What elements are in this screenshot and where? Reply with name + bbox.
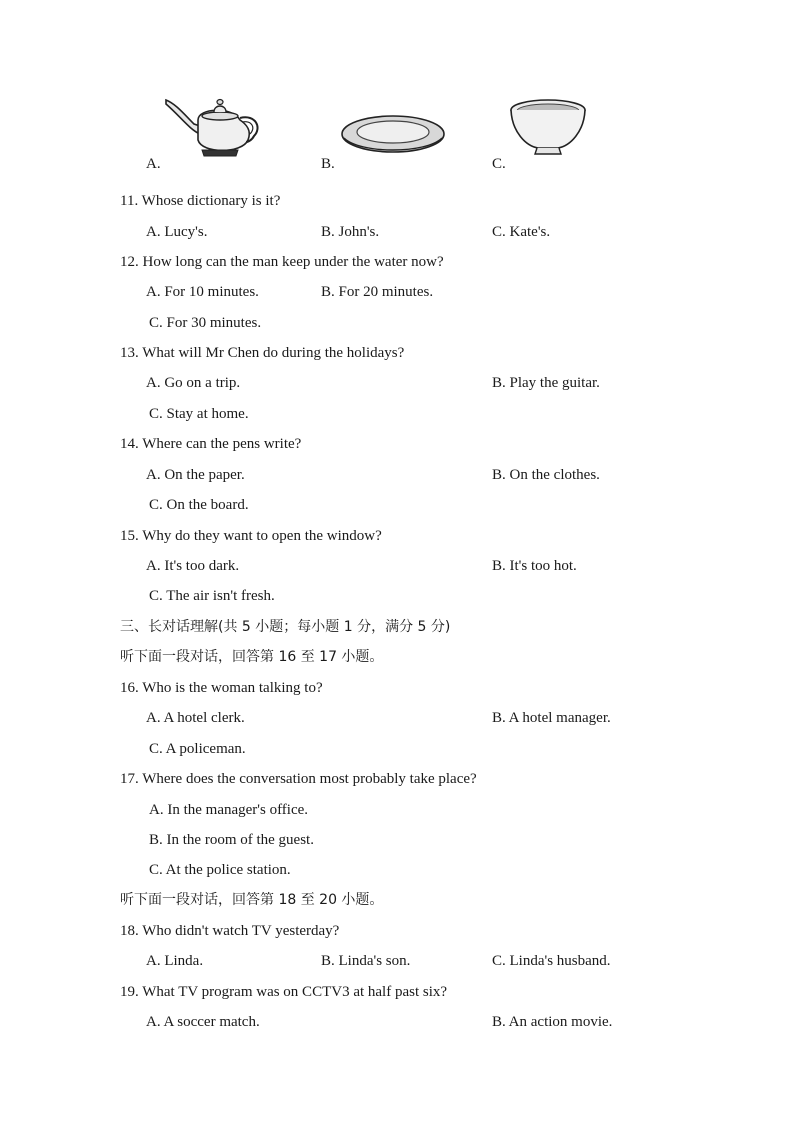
section-instruction: 听下面一段对话，回答第 18 至 20 小题。 — [120, 892, 384, 908]
question-18: 18. Who didn't watch TV yesterday? — [120, 923, 340, 939]
question-16: 16. Who is the woman talking to? — [120, 680, 323, 696]
q15-option-a: A. It's too dark. — [146, 558, 240, 574]
q17-option-b: B. In the room of the guest. — [149, 832, 314, 848]
picture-c-label: C. — [492, 156, 506, 172]
picture-a-label: A. — [146, 156, 161, 172]
q11-option-c: C. Kate's. — [492, 224, 551, 240]
question-15: 15. Why do they want to open the window? — [120, 528, 382, 544]
q19-option-b: B. An action movie. — [492, 1014, 613, 1030]
q11-option-b: B. John's. — [321, 224, 380, 240]
q14-option-c: C. On the board. — [149, 497, 249, 513]
teapot-icon — [162, 94, 264, 160]
q19-option-a: A. A soccer match. — [146, 1014, 260, 1030]
section-3-title: 三、长对话理解(共 5 小题；每小题 1 分，满分 5 分) — [120, 619, 451, 635]
question-17: 17. Where does the conversation most probably take place? — [120, 771, 477, 787]
q16-option-c: C. A policeman. — [149, 741, 246, 757]
q18-option-b: B. Linda's son. — [321, 953, 411, 969]
bowl-icon — [508, 98, 588, 158]
section-instruction: 听下面一段对话，回答第 16 至 17 小题。 — [120, 649, 384, 665]
q14-option-b: B. On the clothes. — [492, 467, 600, 483]
q12-option-b: B. For 20 minutes. — [321, 284, 434, 300]
q13-option-c: C. Stay at home. — [149, 406, 249, 422]
question-12: 12. How long can the man keep under the water now? — [120, 254, 444, 270]
question-11: 11. Whose dictionary is it? — [120, 193, 281, 209]
q16-option-a: A. A hotel clerk. — [146, 710, 245, 726]
q12-option-c: C. For 30 minutes. — [149, 315, 262, 331]
q18-option-a: A. Linda. — [146, 953, 204, 969]
q15-option-c: C. The air isn't fresh. — [149, 588, 275, 604]
q11-option-a: A. Lucy's. — [146, 224, 208, 240]
plate-icon — [340, 114, 446, 156]
q13-option-b: B. Play the guitar. — [492, 375, 600, 391]
picture-b-label: B. — [321, 156, 335, 172]
question-13: 13. What will Mr Chen do during the holidays? — [120, 345, 405, 361]
q17-option-a: A. In the manager's office. — [149, 802, 309, 818]
q16-option-b: B. A hotel manager. — [492, 710, 611, 726]
q17-option-c: C. At the police station. — [149, 862, 291, 878]
q14-option-a: A. On the paper. — [146, 467, 245, 483]
q15-option-b: B. It's too hot. — [492, 558, 577, 574]
q18-option-c: C. Linda's husband. — [492, 953, 611, 969]
q13-option-a: A. Go on a trip. — [146, 375, 241, 391]
q12-option-a: A. For 10 minutes. — [146, 284, 259, 300]
question-19: 19. What TV program was on CCTV3 at half past six? — [120, 984, 448, 1000]
question-14: 14. Where can the pens write? — [120, 436, 302, 452]
